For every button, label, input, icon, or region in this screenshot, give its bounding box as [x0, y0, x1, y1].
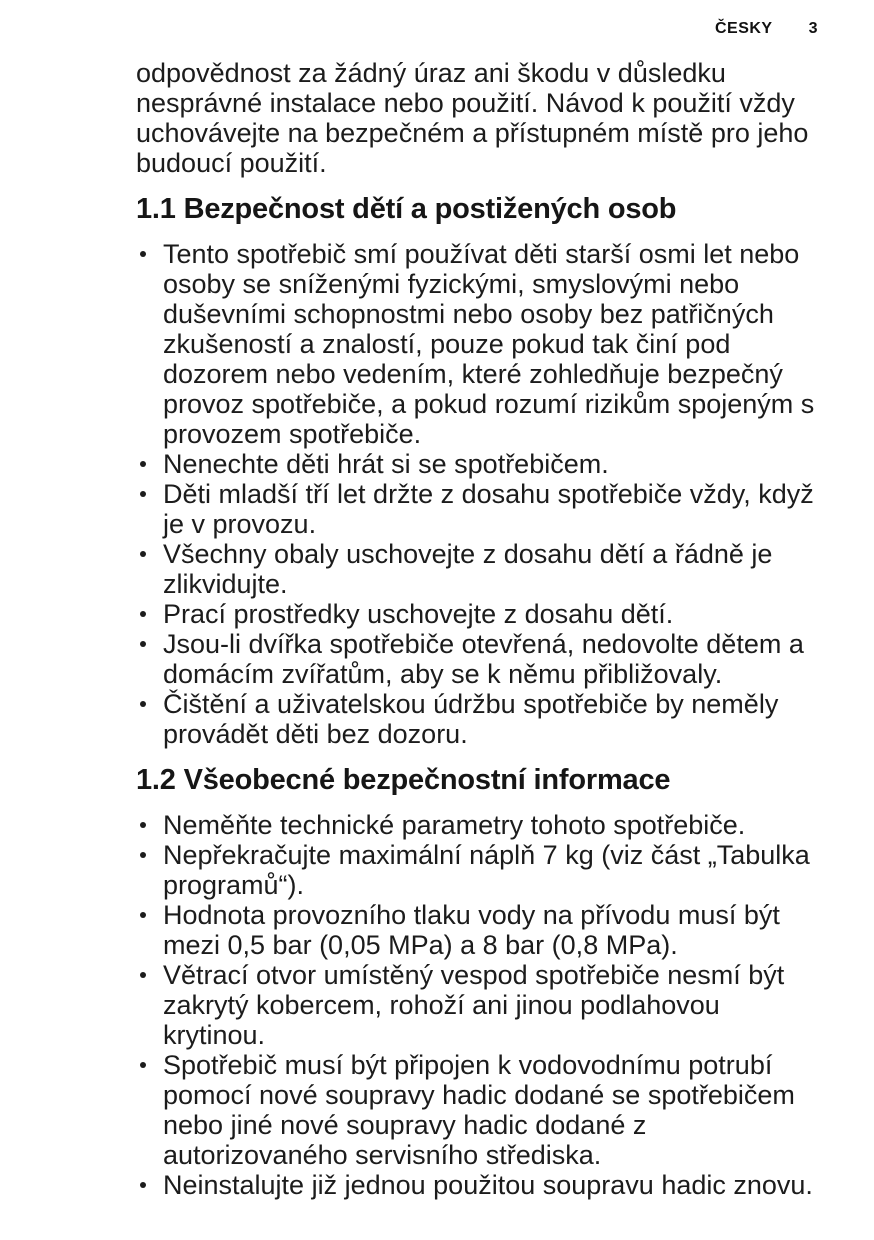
- bullet-dot-icon: [140, 641, 146, 647]
- bullet-dot-icon: [140, 551, 146, 557]
- list-item: [136, 960, 821, 1050]
- list-item-text: Všechny obaly uschovejte z dosahu dětí a řádně je zlikvidujte.: [163, 539, 773, 599]
- bullet-dot-icon: [140, 491, 146, 497]
- list-item-text: Jsou-li dvířka spotřebiče otevřená, nedovolte dětem a domácím zvířatům, aby se k němu přibližovaly.: [163, 629, 804, 689]
- bullet-dot-icon: [140, 701, 146, 707]
- bullet-dot-icon: [140, 822, 146, 828]
- bullet-dot-icon: [140, 1182, 146, 1188]
- list-item: [136, 599, 821, 629]
- intro-paragraph: odpovědnost za žádný úraz ani škodu v důsledku nesprávné instalace nebo použití. Návod k použití vždy uchovávejte na bezpečném a přístupném místě pro jeho budoucí použití.: [136, 58, 809, 178]
- list-item: [136, 449, 821, 479]
- list-item: [136, 1170, 821, 1200]
- bullet-dot-icon: [140, 1062, 146, 1068]
- list-item: [136, 840, 821, 900]
- list-item-text: Děti mladší tří let držte z dosahu spotřebiče vždy, když je v provozu.: [163, 479, 814, 539]
- list-item-text: Prací prostředky uschovejte z dosahu dětí.: [163, 599, 674, 629]
- bullet-dot-icon: [140, 912, 146, 918]
- list-item: [136, 629, 821, 689]
- list-item: [136, 239, 821, 449]
- list-item: [136, 900, 821, 960]
- bullet-dot-icon: [140, 461, 146, 467]
- list-item-text: Hodnota provozního tlaku vody na přívodu musí být mezi 0,5 bar (0,05 MPa) a 8 bar (0,8 MPa).: [163, 900, 780, 960]
- child-safety-bullet-list: [136, 239, 821, 749]
- list-item-text: Nenechte děti hrát si se spotřebičem.: [163, 449, 609, 479]
- language-label: ČESKY: [714, 20, 773, 37]
- page-header: [715, 20, 818, 38]
- page-number: 3: [808, 20, 818, 37]
- section-heading-1-2: 1.2 Všeobecné bezpečnostní informace: [136, 764, 671, 796]
- list-item-text: Nepřekračujte maximální náplň 7 kg (viz část „Tabulka programů“).: [163, 840, 810, 900]
- list-item-text: Spotřebič musí být připojen k vodovodnímu potrubí pomocí nové soupravy hadic dodané se spotřebičem nebo jiné nové soupravy hadic dodané z autorizovaného servisního střediska.: [163, 1050, 795, 1170]
- manual-page-content: [136, 58, 821, 1200]
- section-heading-1-1: 1.1 Bezpečnost dětí a postižených osob: [136, 193, 677, 225]
- list-item-text: Neinstalujte již jednou použitou soupravu hadic znovu.: [163, 1170, 813, 1200]
- list-item: [136, 479, 821, 539]
- bullet-dot-icon: [140, 852, 146, 858]
- general-safety-bullet-list: [136, 810, 821, 1200]
- list-item-text: Čištění a uživatelskou údržbu spotřebiče by neměly provádět děti bez dozoru.: [163, 689, 779, 749]
- section-child-safety: [136, 192, 821, 749]
- list-item: [136, 810, 821, 840]
- list-item-text: Tento spotřebič smí používat děti starší osmi let nebo osoby se sníženými fyzickými, smyslovými nebo duševními schopnostmi nebo osoby bez patřičných zkušeností a znalostí, pouze pokud tak činí pod dozorem nebo vedením, které zohledňuje bezpečný provoz spotřebiče, a pokud rozumí rizikům spojeným s provozem spotřebiče.: [163, 239, 815, 449]
- list-item: [136, 539, 821, 599]
- list-item-text: Neměňte technické parametry tohoto spotřebiče.: [163, 810, 746, 840]
- bullet-dot-icon: [140, 611, 146, 617]
- list-item-text: Větrací otvor umístěný vespod spotřebiče nesmí být zakrytý kobercem, rohoží ani jinou podlahovou krytinou.: [163, 960, 785, 1050]
- list-item: [136, 689, 821, 749]
- section-general-safety: [136, 763, 821, 1200]
- list-item: [136, 1050, 821, 1170]
- bullet-dot-icon: [140, 251, 146, 257]
- bullet-dot-icon: [140, 972, 146, 978]
